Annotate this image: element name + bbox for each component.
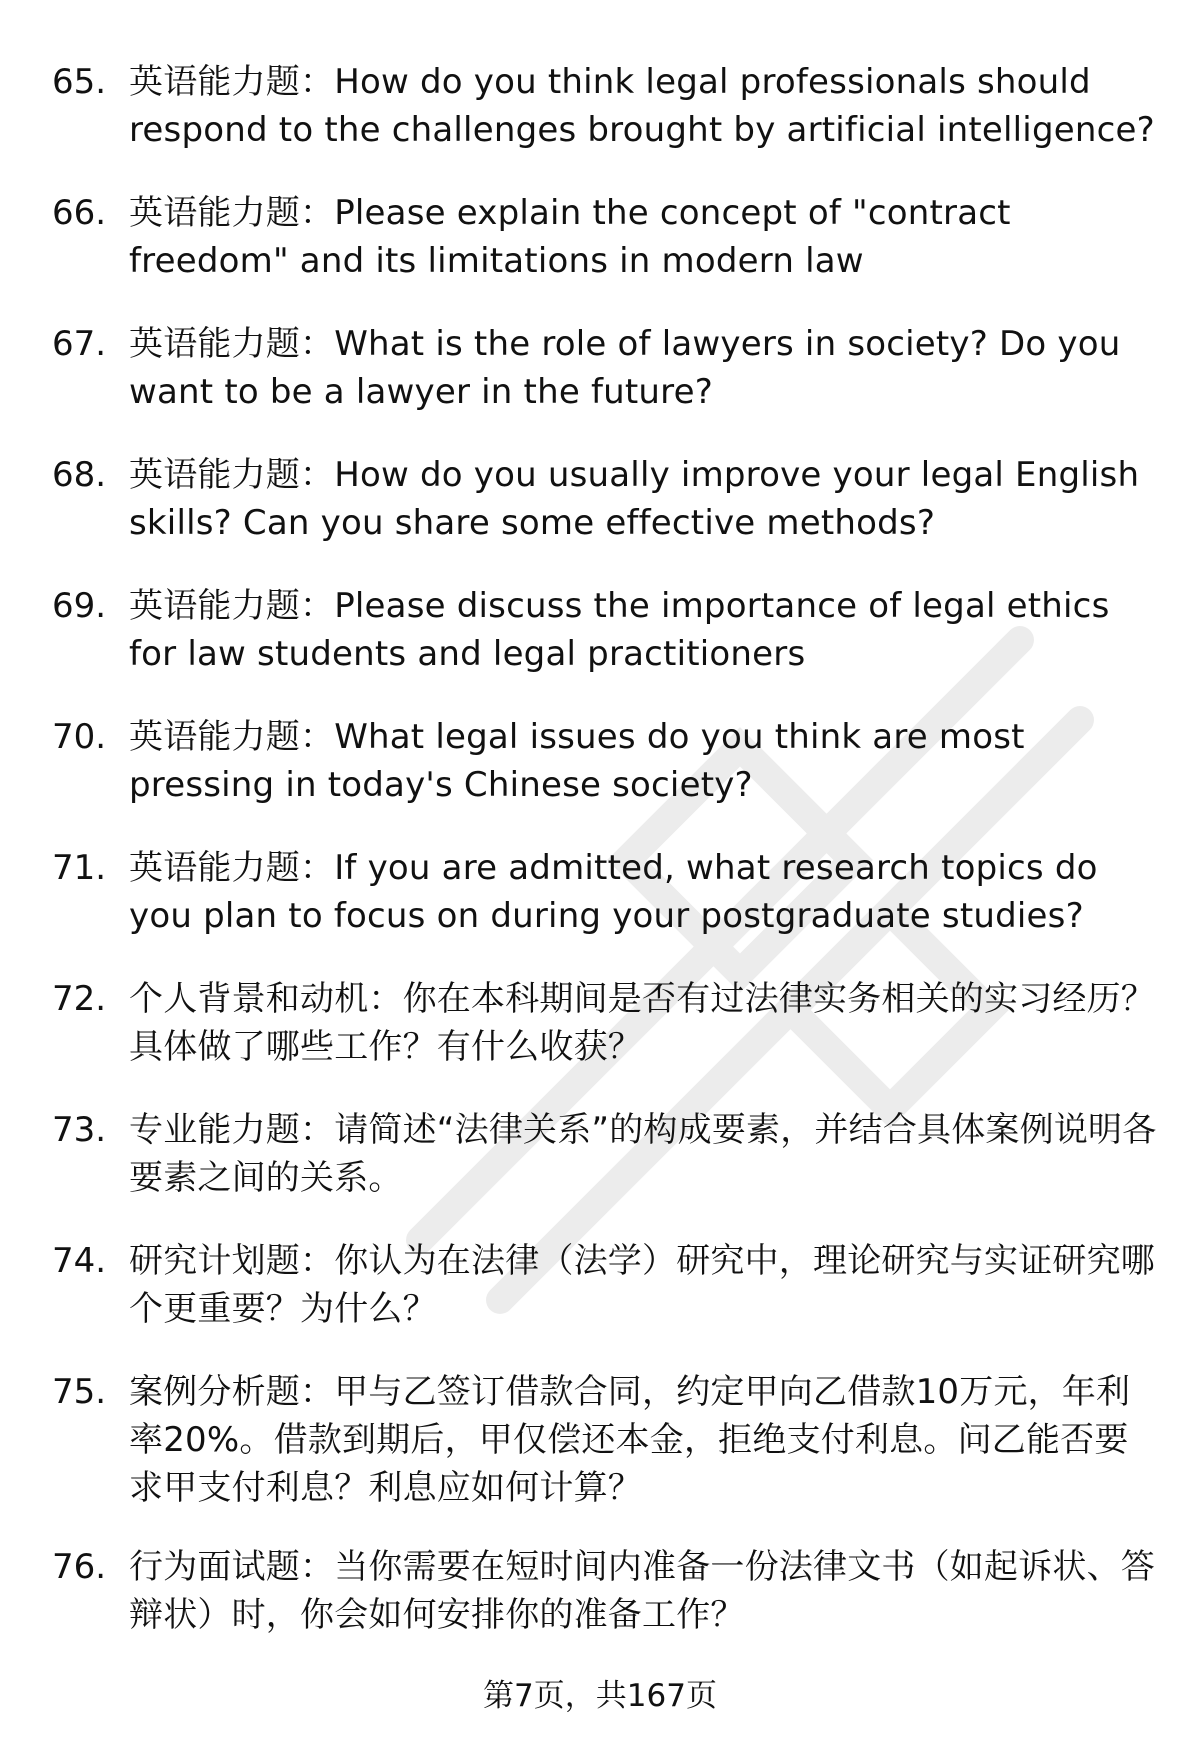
question-text: 案例分析题：甲与乙签订借款合同，约定甲向乙借款10万元，年利率20%。借款到期后，甲仅偿还本金，拒绝支付利息。问乙能否要求甲支付利息？利息应如何计算？ [129, 1372, 1131, 1508]
question-number: 73. [52, 1110, 107, 1150]
question-number: 69. [52, 586, 107, 626]
question-list [52, 58, 1162, 1674]
question-item [52, 713, 1162, 844]
question-text: 英语能力题：How do you usually improve your legal English skills? Can you share some effective methods? [129, 455, 1140, 543]
question-text: 英语能力题：If you are admitted, what research topics do you plan to focus on during your postgraduate studies? [129, 848, 1098, 936]
question-text: 英语能力题：Please explain the concept of "contract freedom" and its limitations in modern law [129, 193, 1011, 281]
question-text: 英语能力题：What is the role of lawyers in society? Do you want to be a lawyer in the future? [129, 324, 1121, 412]
question-item [52, 582, 1162, 713]
question-item [52, 320, 1162, 451]
question-item [52, 844, 1162, 975]
question-item [52, 1368, 1162, 1543]
question-number: 70. [52, 717, 107, 757]
question-item [52, 1237, 1162, 1368]
question-text: 研究计划题：你认为在法律（法学）研究中，理论研究与实证研究哪个更重要？为什么？ [129, 1241, 1155, 1329]
question-number: 76. [52, 1547, 107, 1587]
question-number: 68. [52, 455, 107, 495]
question-item [52, 189, 1162, 320]
question-number: 71. [52, 848, 107, 888]
question-text: 专业能力题：请简述“法律关系”的构成要素，并结合具体案例说明各要素之间的关系。 [129, 1110, 1157, 1198]
question-text: 个人背景和动机：你在本科期间是否有过法律实务相关的实习经历？具体做了哪些工作？有什么收获？ [129, 979, 1155, 1067]
question-number: 67. [52, 324, 107, 364]
page-footer: 第7页，共167页 [483, 1678, 717, 1714]
question-text: 英语能力题：What legal issues do you think are most pressing in today's Chinese society? [129, 717, 1025, 805]
question-text: 英语能力题：How do you think legal professionals should respond to the challenges brought by artificial intelligence? [129, 62, 1155, 150]
question-item [52, 1106, 1162, 1237]
question-number: 74. [52, 1241, 107, 1281]
question-number: 65. [52, 62, 107, 102]
question-item [52, 58, 1162, 189]
question-text: 行为面试题：当你需要在短时间内准备一份法律文书（如起诉状、答辩状）时，你会如何安排你的准备工作？ [129, 1547, 1155, 1635]
question-number: 66. [52, 193, 107, 233]
question-number: 72. [52, 979, 107, 1019]
question-item [52, 975, 1162, 1106]
question-item [52, 1543, 1162, 1674]
question-item [52, 451, 1162, 582]
question-number: 75. [52, 1372, 107, 1412]
question-text: 英语能力题：Please discuss the importance of legal ethics for law students and legal practitioners [129, 586, 1110, 674]
